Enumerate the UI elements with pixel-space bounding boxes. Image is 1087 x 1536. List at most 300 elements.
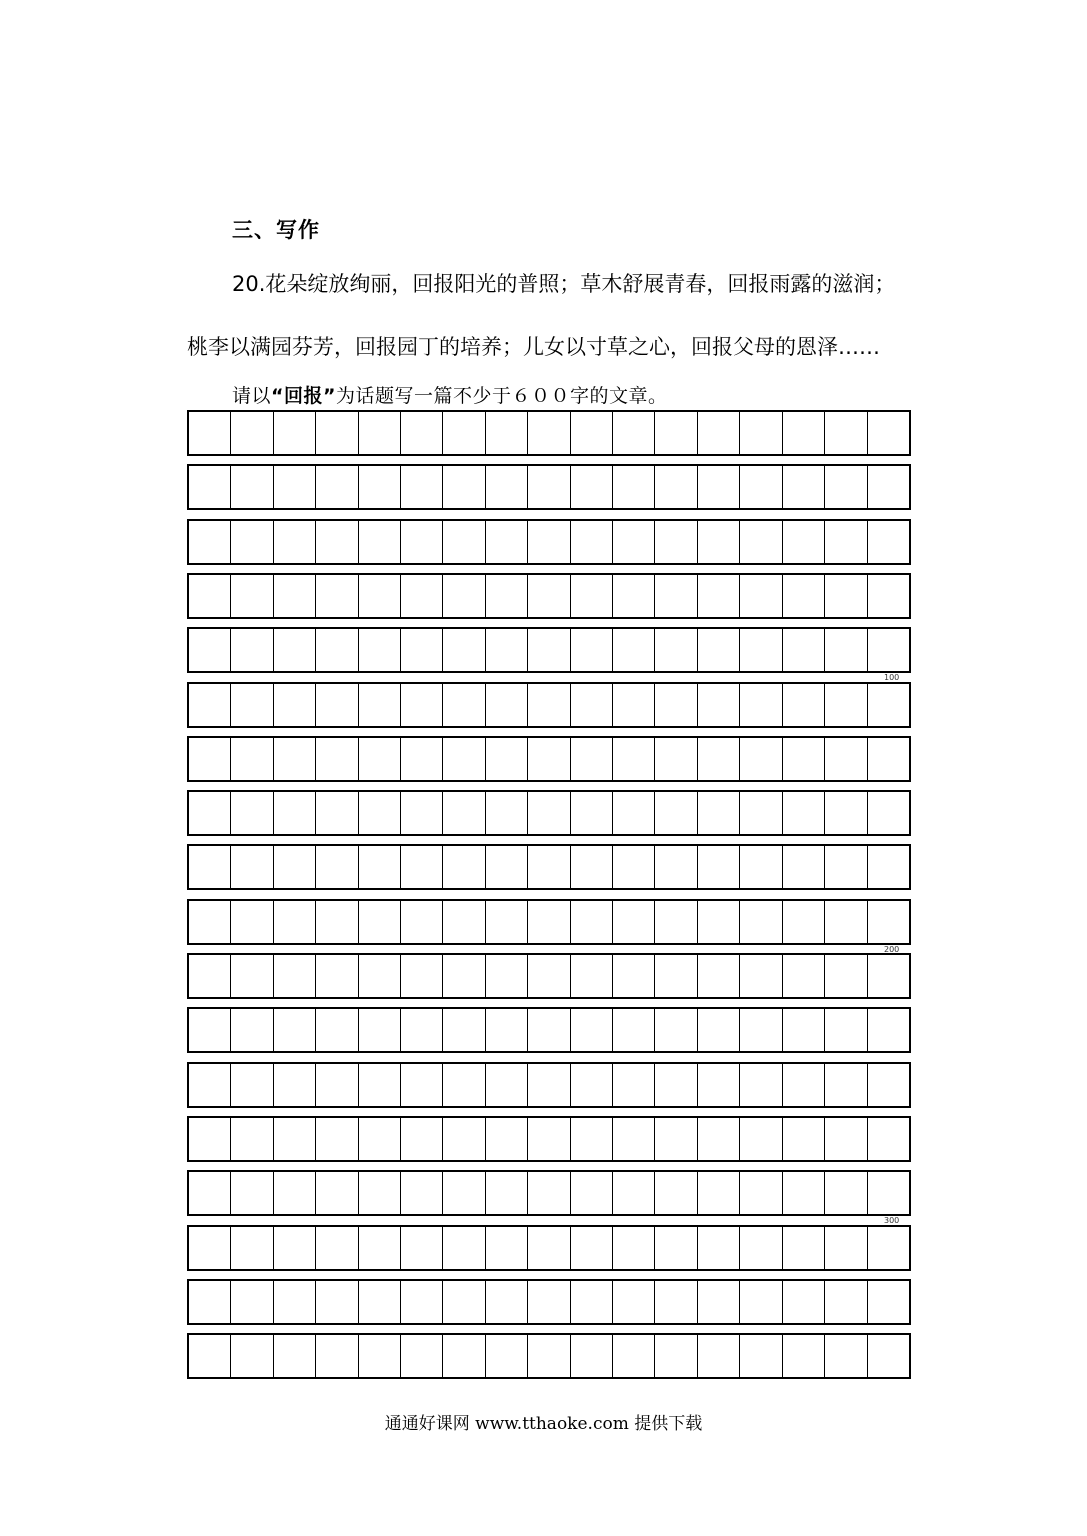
grid-cell[interactable] [570,575,612,617]
grid-cell[interactable] [485,1335,527,1377]
grid-cell[interactable] [697,1009,739,1051]
grid-cell[interactable] [315,955,357,997]
grid-cell[interactable] [315,412,357,454]
grid-cell[interactable] [230,575,272,617]
grid-cell[interactable] [400,466,442,508]
grid-cell[interactable] [570,1172,612,1214]
grid-cell[interactable] [189,1227,230,1269]
grid-cell[interactable] [739,901,781,943]
grid-cell[interactable] [442,1009,484,1051]
grid-cell[interactable] [400,1118,442,1160]
grid-cell[interactable] [570,1335,612,1377]
grid-cell[interactable] [782,792,824,834]
grid-cell[interactable] [442,521,484,563]
grid-cell[interactable] [867,1335,909,1377]
grid-cell[interactable] [697,521,739,563]
grid-cell[interactable] [739,1281,781,1323]
grid-cell[interactable] [824,1227,866,1269]
grid-cell[interactable] [527,1064,569,1106]
grid-cell[interactable] [442,1118,484,1160]
grid-cell[interactable] [867,521,909,563]
grid-cell[interactable] [654,792,696,834]
grid-cell[interactable] [230,738,272,780]
grid-cell[interactable] [315,466,357,508]
grid-cell[interactable] [189,1118,230,1160]
grid-cell[interactable] [824,955,866,997]
grid-cell[interactable] [358,1118,400,1160]
grid-cell[interactable] [739,1227,781,1269]
grid-cell[interactable] [782,1227,824,1269]
grid-cell[interactable] [739,575,781,617]
grid-cell[interactable] [400,1227,442,1269]
grid-cell[interactable] [824,466,866,508]
grid-cell[interactable] [358,738,400,780]
grid-cell[interactable] [867,1227,909,1269]
grid-cell[interactable] [697,1281,739,1323]
grid-cell[interactable] [442,684,484,726]
grid-cell[interactable] [527,792,569,834]
grid-cell[interactable] [654,1118,696,1160]
grid-cell[interactable] [315,792,357,834]
grid-cell[interactable] [273,846,315,888]
grid-cell[interactable] [189,1281,230,1323]
grid-cell[interactable] [739,846,781,888]
grid-cell[interactable] [189,575,230,617]
grid-cell[interactable] [189,792,230,834]
grid-cell[interactable] [867,955,909,997]
grid-cell[interactable] [485,901,527,943]
grid-cell[interactable] [400,846,442,888]
grid-cell[interactable] [654,684,696,726]
grid-cell[interactable] [697,1064,739,1106]
grid-cell[interactable] [358,629,400,671]
grid-cell[interactable] [527,412,569,454]
grid-cell[interactable] [867,466,909,508]
grid-cell[interactable] [782,629,824,671]
grid-cell[interactable] [824,901,866,943]
grid-cell[interactable] [867,629,909,671]
grid-cell[interactable] [485,521,527,563]
grid-cell[interactable] [739,1335,781,1377]
grid-cell[interactable] [273,684,315,726]
grid-cell[interactable] [824,846,866,888]
grid-cell[interactable] [230,684,272,726]
grid-cell[interactable] [442,792,484,834]
grid-cell[interactable] [527,575,569,617]
grid-cell[interactable] [189,901,230,943]
grid-cell[interactable] [189,955,230,997]
grid-cell[interactable] [358,521,400,563]
grid-cell[interactable] [782,1172,824,1214]
grid-cell[interactable] [782,846,824,888]
grid-cell[interactable] [189,1009,230,1051]
grid-cell[interactable] [867,1172,909,1214]
grid-cell[interactable] [527,521,569,563]
grid-cell[interactable] [527,738,569,780]
grid-cell[interactable] [358,792,400,834]
grid-cell[interactable] [612,412,654,454]
grid-cell[interactable] [230,1118,272,1160]
grid-cell[interactable] [697,1172,739,1214]
grid-cell[interactable] [867,1118,909,1160]
grid-cell[interactable] [612,792,654,834]
grid-cell[interactable] [485,792,527,834]
grid-cell[interactable] [867,738,909,780]
grid-cell[interactable] [654,738,696,780]
grid-cell[interactable] [697,901,739,943]
grid-cell[interactable] [315,1064,357,1106]
grid-cell[interactable] [189,412,230,454]
grid-cell[interactable] [315,684,357,726]
grid-cell[interactable] [867,1281,909,1323]
grid-cell[interactable] [485,629,527,671]
grid-cell[interactable] [570,629,612,671]
grid-cell[interactable] [442,846,484,888]
grid-cell[interactable] [867,901,909,943]
grid-cell[interactable] [782,1281,824,1323]
grid-cell[interactable] [527,684,569,726]
grid-cell[interactable] [527,1281,569,1323]
grid-cell[interactable] [612,738,654,780]
grid-cell[interactable] [697,629,739,671]
grid-cell[interactable] [442,738,484,780]
grid-cell[interactable] [612,1009,654,1051]
grid-cell[interactable] [527,1227,569,1269]
grid-cell[interactable] [189,629,230,671]
grid-cell[interactable] [612,955,654,997]
grid-cell[interactable] [315,1172,357,1214]
grid-cell[interactable] [485,1064,527,1106]
grid-cell[interactable] [739,466,781,508]
grid-cell[interactable] [485,1009,527,1051]
grid-cell[interactable] [442,1281,484,1323]
grid-cell[interactable] [697,684,739,726]
grid-cell[interactable] [273,955,315,997]
grid-cell[interactable] [315,1009,357,1051]
grid-cell[interactable] [570,846,612,888]
grid-cell[interactable] [442,1227,484,1269]
grid-cell[interactable] [230,629,272,671]
grid-cell[interactable] [358,846,400,888]
grid-cell[interactable] [230,521,272,563]
grid-cell[interactable] [570,1281,612,1323]
grid-cell[interactable] [442,1335,484,1377]
grid-cell[interactable] [189,1064,230,1106]
grid-cell[interactable] [273,792,315,834]
grid-cell[interactable] [442,629,484,671]
grid-cell[interactable] [739,1118,781,1160]
grid-cell[interactable] [824,1064,866,1106]
grid-cell[interactable] [485,846,527,888]
grid-cell[interactable] [400,521,442,563]
grid-cell[interactable] [527,846,569,888]
grid-cell[interactable] [654,901,696,943]
grid-cell[interactable] [867,846,909,888]
grid-cell[interactable] [739,684,781,726]
grid-cell[interactable] [654,1172,696,1214]
grid-cell[interactable] [230,1281,272,1323]
grid-cell[interactable] [315,1281,357,1323]
grid-cell[interactable] [570,412,612,454]
grid-cell[interactable] [273,1281,315,1323]
grid-cell[interactable] [612,846,654,888]
grid-cell[interactable] [697,955,739,997]
grid-cell[interactable] [315,629,357,671]
grid-cell[interactable] [697,1335,739,1377]
grid-cell[interactable] [654,955,696,997]
grid-cell[interactable] [400,575,442,617]
grid-cell[interactable] [273,901,315,943]
grid-cell[interactable] [230,412,272,454]
grid-cell[interactable] [230,846,272,888]
grid-cell[interactable] [273,629,315,671]
grid-cell[interactable] [485,684,527,726]
grid-cell[interactable] [697,412,739,454]
grid-cell[interactable] [824,792,866,834]
grid-cell[interactable] [230,1227,272,1269]
grid-cell[interactable] [485,1227,527,1269]
grid-cell[interactable] [189,684,230,726]
grid-cell[interactable] [867,412,909,454]
grid-cell[interactable] [697,792,739,834]
grid-cell[interactable] [612,1064,654,1106]
grid-cell[interactable] [485,1281,527,1323]
grid-cell[interactable] [570,521,612,563]
grid-cell[interactable] [782,1009,824,1051]
grid-cell[interactable] [315,1118,357,1160]
grid-cell[interactable] [612,1281,654,1323]
grid-cell[interactable] [867,684,909,726]
grid-cell[interactable] [782,521,824,563]
grid-cell[interactable] [273,1335,315,1377]
grid-cell[interactable] [358,466,400,508]
grid-cell[interactable] [230,1172,272,1214]
grid-cell[interactable] [824,738,866,780]
grid-cell[interactable] [612,901,654,943]
grid-cell[interactable] [824,412,866,454]
grid-cell[interactable] [570,955,612,997]
grid-cell[interactable] [400,629,442,671]
grid-cell[interactable] [400,1064,442,1106]
grid-cell[interactable] [485,738,527,780]
grid-cell[interactable] [739,412,781,454]
grid-cell[interactable] [824,629,866,671]
grid-cell[interactable] [654,1335,696,1377]
grid-cell[interactable] [527,466,569,508]
grid-cell[interactable] [612,684,654,726]
grid-cell[interactable] [358,1281,400,1323]
grid-cell[interactable] [400,1009,442,1051]
grid-cell[interactable] [400,684,442,726]
grid-cell[interactable] [315,846,357,888]
grid-cell[interactable] [527,901,569,943]
grid-cell[interactable] [570,901,612,943]
grid-cell[interactable] [824,1335,866,1377]
grid-cell[interactable] [739,738,781,780]
grid-cell[interactable] [824,1118,866,1160]
grid-cell[interactable] [189,466,230,508]
grid-cell[interactable] [527,629,569,671]
grid-cell[interactable] [189,846,230,888]
grid-cell[interactable] [315,738,357,780]
grid-cell[interactable] [570,684,612,726]
grid-cell[interactable] [400,1281,442,1323]
grid-cell[interactable] [697,738,739,780]
grid-cell[interactable] [315,1227,357,1269]
grid-cell[interactable] [782,955,824,997]
grid-cell[interactable] [867,792,909,834]
grid-cell[interactable] [273,738,315,780]
grid-cell[interactable] [739,1009,781,1051]
grid-cell[interactable] [782,575,824,617]
grid-cell[interactable] [739,1172,781,1214]
grid-cell[interactable] [697,575,739,617]
grid-cell[interactable] [442,466,484,508]
grid-cell[interactable] [485,1118,527,1160]
grid-cell[interactable] [442,1064,484,1106]
grid-cell[interactable] [485,466,527,508]
grid-cell[interactable] [697,1118,739,1160]
grid-cell[interactable] [485,955,527,997]
grid-cell[interactable] [697,466,739,508]
grid-cell[interactable] [782,684,824,726]
grid-cell[interactable] [612,521,654,563]
grid-cell[interactable] [273,1009,315,1051]
grid-cell[interactable] [570,1009,612,1051]
grid-cell[interactable] [230,466,272,508]
grid-cell[interactable] [739,792,781,834]
grid-cell[interactable] [824,1172,866,1214]
grid-cell[interactable] [867,575,909,617]
grid-cell[interactable] [739,629,781,671]
grid-cell[interactable] [315,1335,357,1377]
grid-cell[interactable] [442,901,484,943]
grid-cell[interactable] [358,901,400,943]
grid-cell[interactable] [273,521,315,563]
grid-cell[interactable] [273,466,315,508]
grid-cell[interactable] [442,1172,484,1214]
grid-cell[interactable] [654,466,696,508]
grid-cell[interactable] [273,1172,315,1214]
grid-cell[interactable] [485,575,527,617]
grid-cell[interactable] [358,1009,400,1051]
grid-cell[interactable] [442,955,484,997]
grid-cell[interactable] [527,1335,569,1377]
grid-cell[interactable] [739,521,781,563]
grid-cell[interactable] [612,466,654,508]
grid-cell[interactable] [824,1009,866,1051]
grid-cell[interactable] [782,901,824,943]
grid-cell[interactable] [527,1009,569,1051]
grid-cell[interactable] [570,1227,612,1269]
grid-cell[interactable] [230,901,272,943]
grid-cell[interactable] [189,738,230,780]
grid-cell[interactable] [612,1172,654,1214]
grid-cell[interactable] [570,466,612,508]
grid-cell[interactable] [189,521,230,563]
grid-cell[interactable] [739,955,781,997]
grid-cell[interactable] [654,1281,696,1323]
grid-cell[interactable] [400,955,442,997]
grid-cell[interactable] [782,466,824,508]
grid-cell[interactable] [612,1335,654,1377]
grid-cell[interactable] [485,412,527,454]
grid-cell[interactable] [442,575,484,617]
grid-cell[interactable] [867,1064,909,1106]
grid-cell[interactable] [358,1172,400,1214]
grid-cell[interactable] [527,1118,569,1160]
grid-cell[interactable] [570,738,612,780]
grid-cell[interactable] [697,1227,739,1269]
grid-cell[interactable] [400,738,442,780]
grid-cell[interactable] [315,575,357,617]
grid-cell[interactable] [273,412,315,454]
grid-cell[interactable] [315,901,357,943]
grid-cell[interactable] [400,901,442,943]
grid-cell[interactable] [824,575,866,617]
grid-cell[interactable] [358,1064,400,1106]
grid-cell[interactable] [273,1118,315,1160]
grid-cell[interactable] [697,846,739,888]
grid-cell[interactable] [230,955,272,997]
grid-cell[interactable] [189,1335,230,1377]
grid-cell[interactable] [782,1118,824,1160]
grid-cell[interactable] [442,412,484,454]
grid-cell[interactable] [527,1172,569,1214]
grid-cell[interactable] [824,521,866,563]
grid-cell[interactable] [358,412,400,454]
grid-cell[interactable] [400,412,442,454]
grid-cell[interactable] [400,792,442,834]
grid-cell[interactable] [654,1009,696,1051]
grid-cell[interactable] [654,629,696,671]
grid-cell[interactable] [654,521,696,563]
grid-cell[interactable] [315,521,357,563]
grid-cell[interactable] [358,955,400,997]
grid-cell[interactable] [612,575,654,617]
grid-cell[interactable] [189,1172,230,1214]
grid-cell[interactable] [358,684,400,726]
grid-cell[interactable] [358,1227,400,1269]
grid-cell[interactable] [824,1281,866,1323]
grid-cell[interactable] [782,412,824,454]
grid-cell[interactable] [230,1335,272,1377]
grid-cell[interactable] [358,575,400,617]
grid-cell[interactable] [570,1118,612,1160]
grid-cell[interactable] [570,792,612,834]
grid-cell[interactable] [739,1064,781,1106]
grid-cell[interactable] [654,575,696,617]
grid-cell[interactable] [612,1118,654,1160]
grid-cell[interactable] [273,1227,315,1269]
grid-cell[interactable] [824,684,866,726]
grid-cell[interactable] [782,1064,824,1106]
grid-cell[interactable] [782,1335,824,1377]
grid-cell[interactable] [867,1009,909,1051]
grid-cell[interactable] [654,412,696,454]
grid-cell[interactable] [273,1064,315,1106]
grid-cell[interactable] [400,1335,442,1377]
grid-cell[interactable] [273,575,315,617]
grid-cell[interactable] [612,629,654,671]
grid-cell[interactable] [654,1227,696,1269]
grid-cell[interactable] [358,1335,400,1377]
grid-cell[interactable] [230,1009,272,1051]
grid-cell[interactable] [230,792,272,834]
grid-cell[interactable] [570,1064,612,1106]
grid-cell[interactable] [612,1227,654,1269]
grid-cell[interactable] [654,1064,696,1106]
